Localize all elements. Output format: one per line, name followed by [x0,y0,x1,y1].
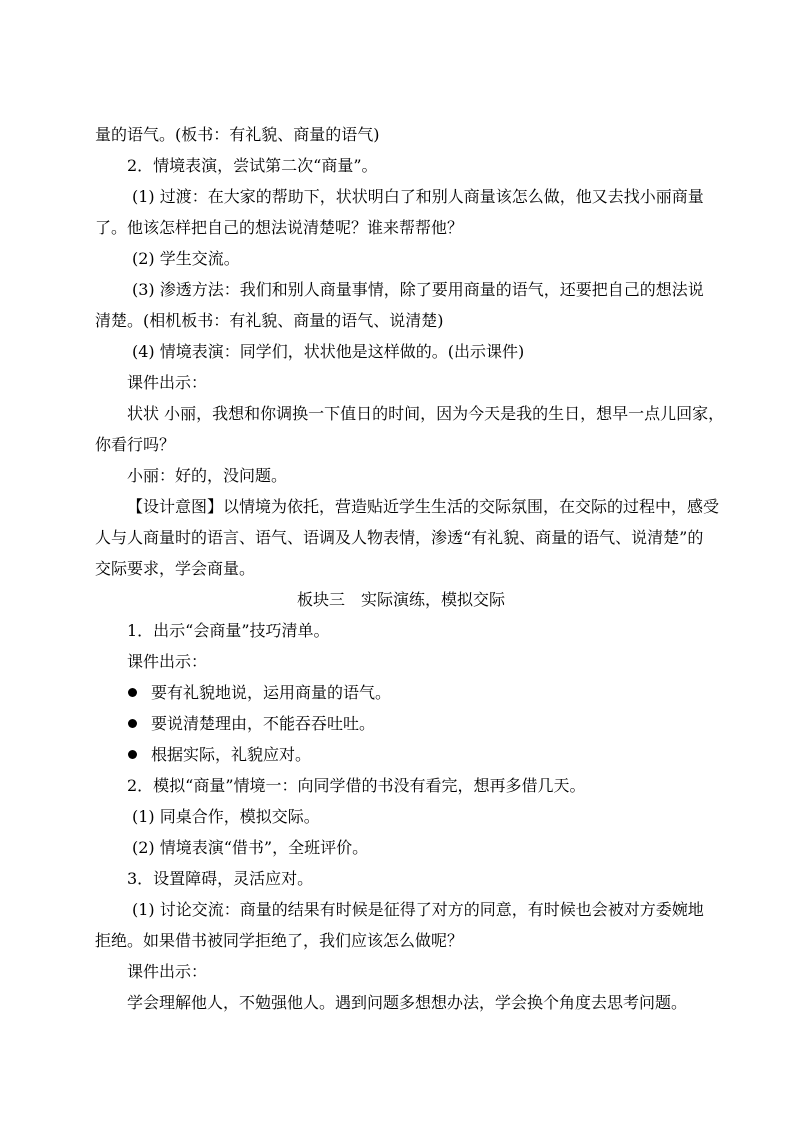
design-intent-line: 【设计意图】以情境为依托，营造贴近学生生活的交际氛围，在交际的过程中，感受 [127,497,720,516]
text-line: 了。他该怎样把自己的想法说清楚呢？谁来帮帮他？ [95,218,464,237]
text-line: 量的语气。(板书：有礼貌、商量的语气) [95,125,380,144]
bullet-item [95,708,707,739]
text-line: 拒绝。如果借书被同学拒绝了，我们应该怎么做呢？ [95,931,464,950]
text-line: 1．出示“会商量”技巧清单。 [127,621,330,640]
section-heading: 板块三 实际演练，模拟交际 [296,590,505,609]
bullet-dot-icon [128,688,137,697]
text-line: 你看行吗？ [95,435,176,454]
text-line: (2) 学生交流。 [132,249,240,268]
text-line: 3．设置障碍，灵活应对。 [127,869,314,888]
text-line: 2．情境表演，尝试第二次“商量”。 [127,156,378,175]
text-line: 交际要求，学会商量。 [95,559,256,578]
bullet-text: 根据实际，礼貌应对。 [151,745,312,764]
text-line: 课件出示： [127,373,208,392]
text-line: 清楚。(相机板书：有礼貌、商量的语气、说清楚) [95,311,444,330]
text-line: 状状 小丽，我想和你调换一下值日的时间，因为今天是我的生日，想早一点儿回家， [127,404,725,423]
text-line: 人与人商量时的语言、语气、语调及人物表情，渗透“有礼貌、商量的语气、说清楚”的 [95,528,704,547]
bullet-item [95,677,707,708]
text-line: (2) 情境表演“借书”，全班评价。 [132,838,369,857]
text-line: 小丽：好的，没问题。 [127,466,288,485]
text-line: (3) 渗透方法：我们和别人商量事情，除了要用商量的语气，还要把自己的想法说 [132,280,704,299]
text-line: (4) 情境表演：同学们，状状他是这样做的。(出示课件) [132,342,525,361]
text-line: 学会理解他人，不勉强他人。遇到问题多想想办法，学会换个角度去思考问题。 [127,993,688,1012]
text-line: (1) 讨论交流：商量的结果有时候是征得了对方的同意，有时候也会被对方委婉地 [132,900,704,919]
bullet-dot-icon [128,719,137,728]
text-line: (1) 同桌合作，模拟交际。 [132,807,320,826]
bullet-text: 要说清楚理由，不能吞吞吐吐。 [151,714,376,733]
text-line: 2．模拟“商量”情境一：向同学借的书没有看完，想再多借几天。 [127,776,586,795]
text-line: 课件出示： [127,652,208,671]
bullet-item [95,739,707,770]
bullet-text: 要有礼貌地说，运用商量的语气。 [151,683,392,702]
document-page [95,119,725,1018]
text-line: (1) 过渡：在大家的帮助下，状状明白了和别人商量该怎么做，他又去找小丽商量 [132,187,704,206]
text-line: 课件出示： [127,962,208,981]
bullet-dot-icon [128,750,137,759]
